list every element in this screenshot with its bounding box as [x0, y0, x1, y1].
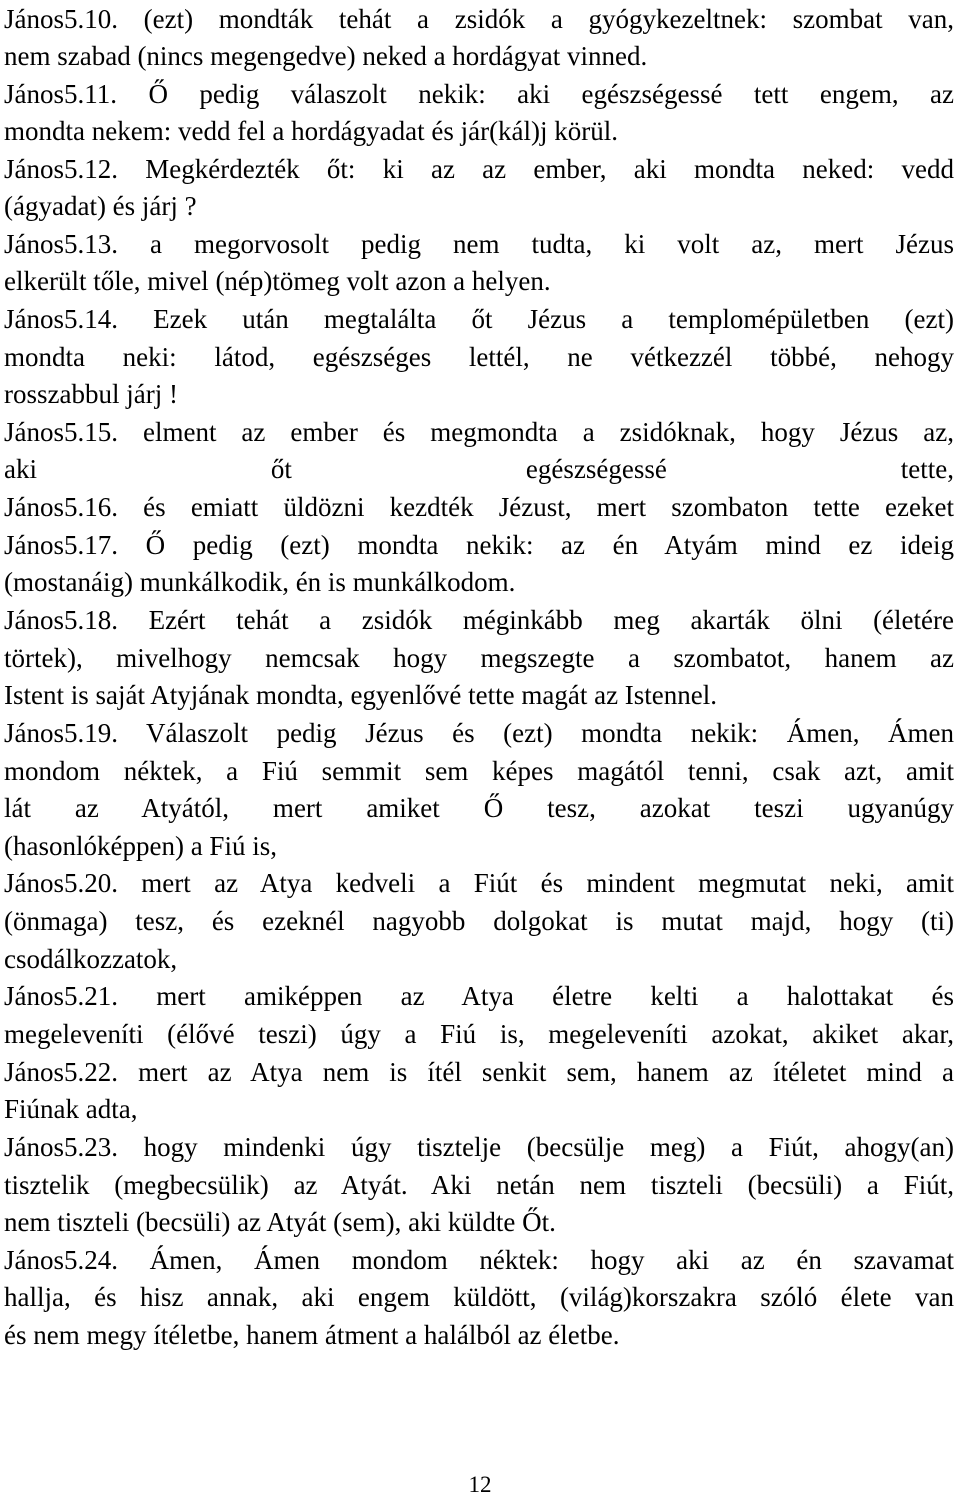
- text-line: nem tiszteli (becsüli) az Atyát (sem), aki küldte Őt.: [4, 1207, 556, 1237]
- text-line: aki őt egészségessé tette,: [4, 454, 954, 484]
- text-line: Istent is saját Atyjának mondta, egyenlővé tette magát az Istennel.: [4, 680, 718, 710]
- text-line: rosszabbul járj !: [4, 379, 178, 409]
- text-line: (ágyadat) és járj ?: [4, 191, 197, 221]
- text-line: hallja, és hisz annak, aki engem küldött, (világ)korszakra szóló élete van: [4, 1282, 954, 1312]
- text-line: mondta neki: látod, egészséges lettél, ne vétkezzél többé, nehogy: [4, 342, 954, 372]
- text-line: János5.10. (ezt) mondták tehát a zsidók a gyógykezeltnek: szombat van,: [4, 4, 954, 34]
- text-line: és nem megy ítéletbe, hanem átment a halálból az életbe.: [4, 1320, 620, 1350]
- text-line: János5.16. és emiatt üldözni kezdték Jézust, mert szombaton tette ezeket: [4, 492, 954, 522]
- text-line: lát az Atyától, mert amiket Ő tesz, azokat teszi ugyanúgy: [4, 793, 954, 823]
- text-line: (mostanáig) munkálkodik, én is munkálkodom.: [4, 567, 516, 597]
- text-line: János5.12. Megkérdezték őt: ki az az ember, aki mondta neked: vedd: [4, 154, 954, 184]
- text-line: csodálkozzatok,: [4, 944, 178, 974]
- text-line: János5.11. Ő pedig válaszolt nekik: aki egészségessé tett engem, az: [4, 79, 954, 109]
- text-line: János5.18. Ezért tehát a zsidók méginkább meg akarták ölni (életére: [4, 605, 954, 635]
- text-line: tisztelik (megbecsülik) az Atyát. Aki netán nem tiszteli (becsüli) a Fiút,: [4, 1170, 954, 1200]
- text-line: (önmaga) tesz, és ezeknél nagyobb dolgokat is mutat majd, hogy (ti): [4, 906, 954, 936]
- text-line: János5.23. hogy mindenki úgy tisztelje (becsülje meg) a Fiút, ahogy(an): [4, 1132, 954, 1162]
- text-line: János5.17. Ő pedig (ezt) mondta nekik: az én Atyám mind ez ideig: [4, 530, 954, 560]
- text-line: János5.24. Ámen, Ámen mondom néktek: hogy aki az én szavamat: [4, 1245, 954, 1275]
- text-line: János5.22. mert az Atya nem is ítél senkit sem, hanem az ítéletet mind a: [4, 1057, 954, 1087]
- text-line: mondta nekem: vedd fel a hordágyadat és jár(kál)j körül.: [4, 116, 619, 146]
- page-number: 12: [468, 1472, 492, 1497]
- text-line: János5.13. a megorvosolt pedig nem tudta, ki volt az, mert Jézus: [4, 229, 954, 259]
- text-line: (hasonlóképpen) a Fiú is,: [4, 831, 277, 861]
- text-line: János5.14. Ezek után megtalálta őt Jézus a templomépületben (ezt): [4, 304, 954, 334]
- text-line: törtek), mivelhogy nemcsak hogy megszegte a szombatot, hanem az: [4, 643, 954, 673]
- text-line: János5.15. elment az ember és megmondta a zsidóknak, hogy Jézus az,: [4, 417, 954, 447]
- text-line: mondom néktek, a Fiú semmit sem képes magától tenni, csak azt, amit: [4, 756, 954, 786]
- text-line: János5.20. mert az Atya kedveli a Fiút és mindent megmutat neki, amit: [4, 868, 954, 898]
- text-line: megeleveníti (élővé teszi) úgy a Fiú is, megeleveníti azokat, akiket akar,: [4, 1019, 954, 1049]
- text-line: János5.21. mert amiképpen az Atya életre kelti a halottakat és: [4, 981, 954, 1011]
- text-line: János5.19. Válaszolt pedig Jézus és (ezt) mondta nekik: Ámen, Ámen: [4, 718, 954, 748]
- text-line: Fiúnak adta,: [4, 1094, 138, 1124]
- text-line: nem szabad (nincs megengedve) neked a hordágyat vinned.: [4, 41, 648, 71]
- text-line: elkerült tőle, mivel (nép)tömeg volt azon a helyen.: [4, 266, 551, 296]
